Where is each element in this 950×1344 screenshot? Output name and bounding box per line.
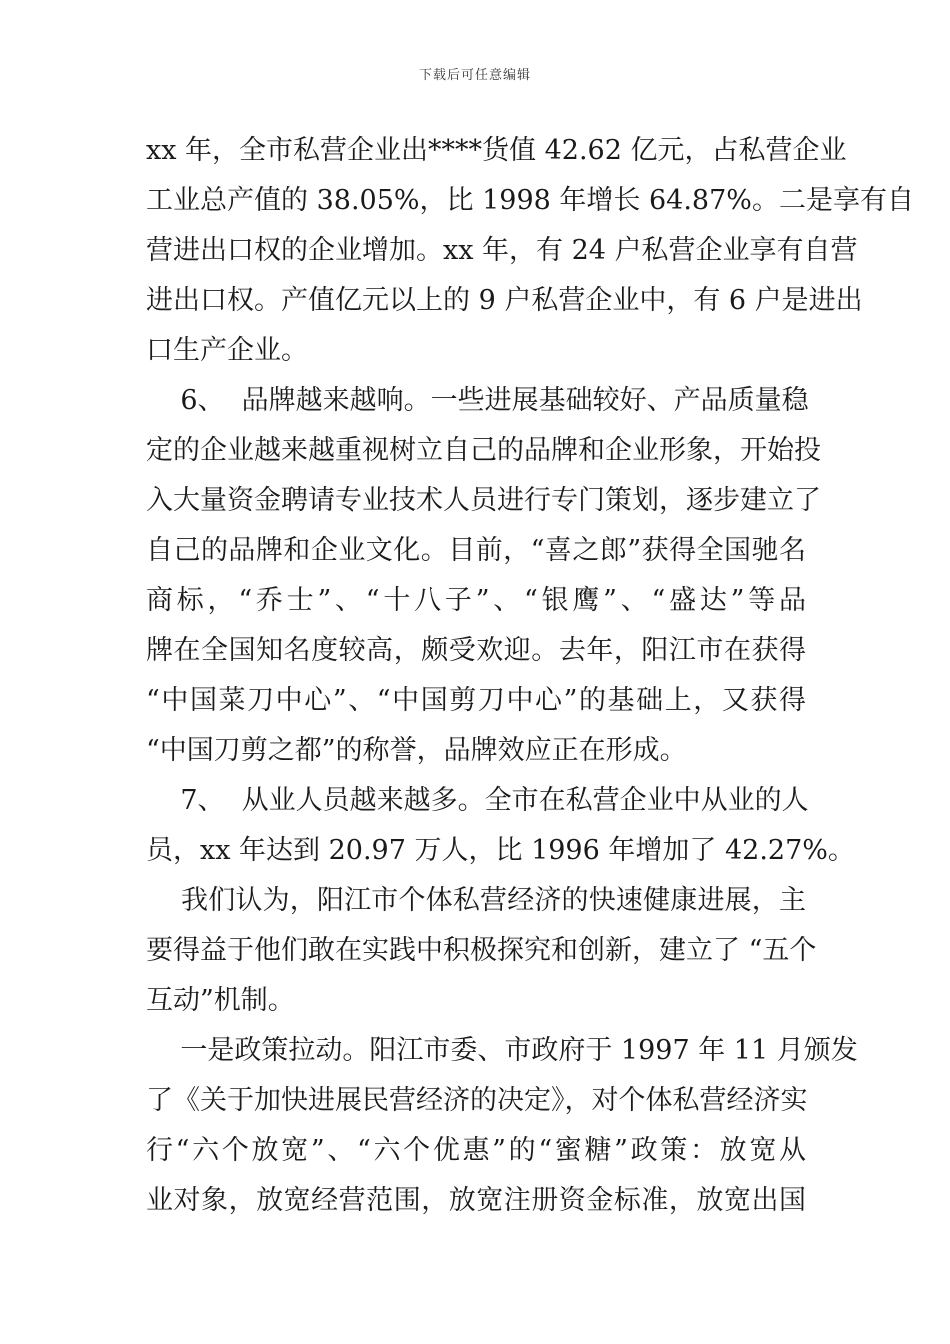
text-line: 营进出口权的企业增加。xx 年，有 24 户私营企业享有自营 (146, 235, 858, 266)
text-line: “中国刀剪之都”的称誉，品牌效应正在形成。 (146, 735, 687, 766)
body-text (146, 126, 914, 1226)
text-line: 员，xx 年达到 20.97 万人，比 1996 年增加了 42.27%。 (146, 835, 855, 866)
text-line: “中国菜刀中心”、“中国剪刀中心”的基础上，又获得 (146, 685, 806, 716)
text-line: 定的企业越来越重视树立自己的品牌和企业形象，开始投 (146, 435, 821, 466)
text-line: 要得益于他们敢在实践中积极探究和创新，建立了 “五个 (146, 935, 817, 966)
text-line: 工业总产值的 38.05%，比 1998 年增长 64.87%。二是享有自 (146, 185, 914, 216)
page-header: 下载后可任意编辑 (418, 68, 531, 83)
text-line: 自己的品牌和企业文化。目前，“喜之郎”获得全国驰名 (146, 535, 806, 566)
text-line: 业对象，放宽经营范围，放宽注册资金标准，放宽出国 (146, 1185, 806, 1216)
text-line: 入大量资金聘请专业技术人员进行专门策划，逐步建立了 (146, 485, 821, 516)
text-line: 商标，“乔士”、“十八子”、“银鹰”、“盛达”等品 (146, 585, 806, 616)
text-line: 互动”机制。 (146, 985, 295, 1016)
text-line: xx 年，全市私营企业出****货值 42.62 亿元，占私营企业 (146, 135, 847, 166)
text-line: 我们认为，阳江市个体私营经济的快速健康进展，主 (146, 885, 806, 916)
text-line: 牌在全国知名度较高，颇受欢迎。去年，阳江市在获得 (146, 635, 806, 666)
text-line: 7、 从业人员越来越多。全市在私营企业中从业的人 (146, 785, 809, 816)
text-line: 进出口权。产值亿元以上的 9 户私营企业中，有 6 户是进出 (146, 285, 863, 316)
text-line: 口生产企业。 (146, 335, 308, 366)
text-line: 行“六个放宽”、“六个优惠”的“蜜糖”政策：放宽从 (146, 1135, 806, 1166)
text-line: 一是政策拉动。阳江市委、市政府于 1997 年 11 月颁发 (146, 1035, 858, 1066)
text-line: 了《关于加快进展民营经济的决定》，对个体私营经济实 (146, 1085, 808, 1116)
text-line: 6、 品牌越来越响。一些进展基础较好、产品质量稳 (146, 385, 809, 416)
